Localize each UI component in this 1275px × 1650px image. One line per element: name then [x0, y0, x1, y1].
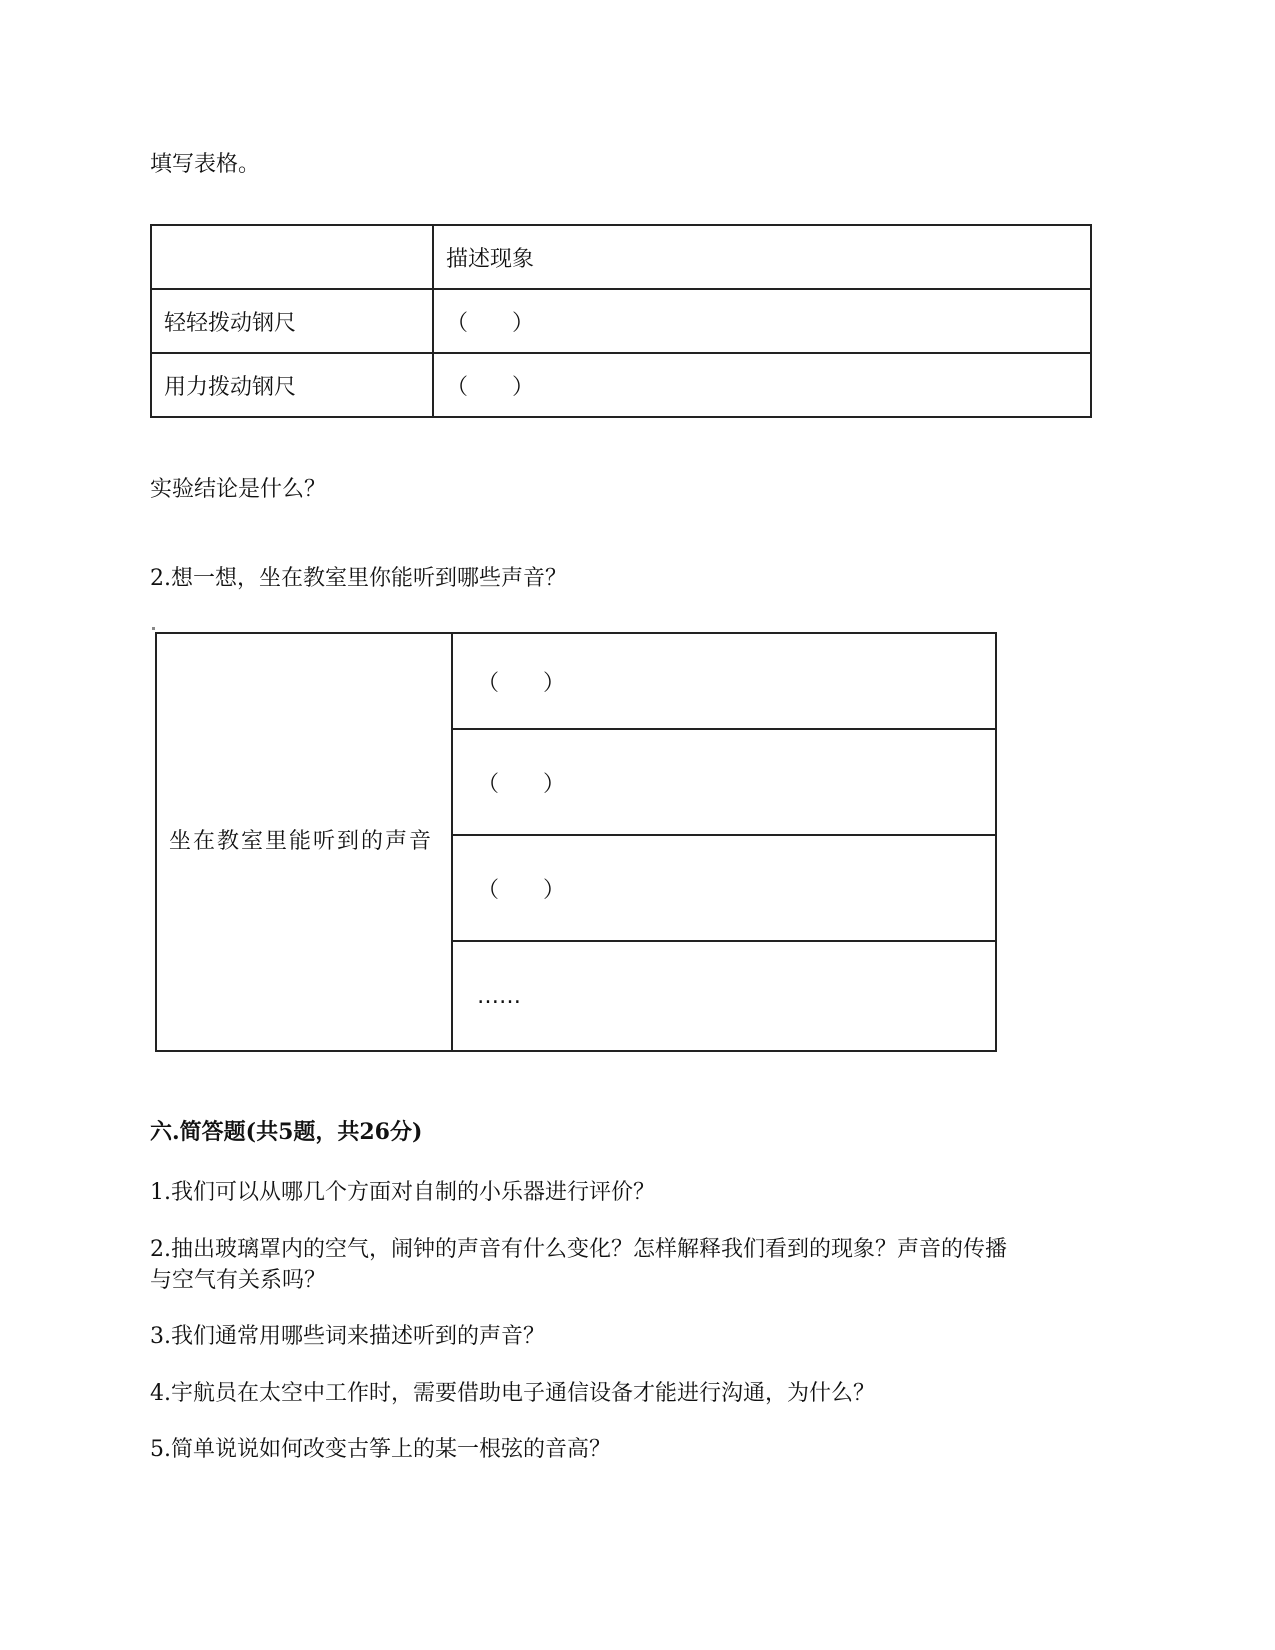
sounds-label: 坐在教室里能听到的声音 — [156, 633, 452, 1051]
ellipsis-row: …… — [452, 941, 996, 1051]
question-2: 2.想一想，坐在教室里你能听到哪些声音？ — [150, 566, 567, 591]
table-row — [151, 289, 1091, 353]
table-header: 描述现象 — [433, 225, 1091, 289]
question-item: 2.抽出玻璃罩内的空气，闹钟的声音有什么变化？怎样解释我们看到的现象？声音的传播 — [150, 1237, 1007, 1262]
question-item: 3.我们通常用哪些词来描述听到的声音？ — [150, 1324, 545, 1349]
table-row — [156, 633, 996, 729]
table-header-empty — [151, 225, 433, 289]
row-label: 轻轻拨动钢尺 — [151, 289, 433, 353]
question-item: 1.我们可以从哪几个方面对自制的小乐器进行评价？ — [150, 1180, 655, 1205]
stray-mark — [152, 627, 155, 630]
answer-blank[interactable]: （ ） — [452, 835, 996, 941]
section-title: 六.简答题(共5题，共26分) — [150, 1119, 423, 1145]
question-item: 4.宇航员在太空中工作时，需要借助电子通信设备才能进行沟通，为什么？ — [150, 1381, 875, 1406]
question-item: 5.简单说说如何改变古筝上的某一根弦的音高？ — [150, 1437, 611, 1462]
intro-text: 填写表格。 — [150, 152, 261, 177]
answer-blank[interactable]: （ ） — [433, 289, 1091, 353]
answer-blank[interactable]: （ ） — [452, 729, 996, 835]
phenomenon-table — [150, 224, 1092, 418]
row-label: 用力拨动钢尺 — [151, 353, 433, 417]
answer-blank[interactable]: （ ） — [452, 633, 996, 729]
table-row — [151, 353, 1091, 417]
question-item-continuation: 与空气有关系吗？ — [150, 1268, 327, 1293]
classroom-sounds-table — [155, 632, 997, 1052]
answer-blank[interactable]: （ ） — [433, 353, 1091, 417]
conclusion-question: 实验结论是什么？ — [150, 477, 327, 502]
table-row — [151, 225, 1091, 289]
